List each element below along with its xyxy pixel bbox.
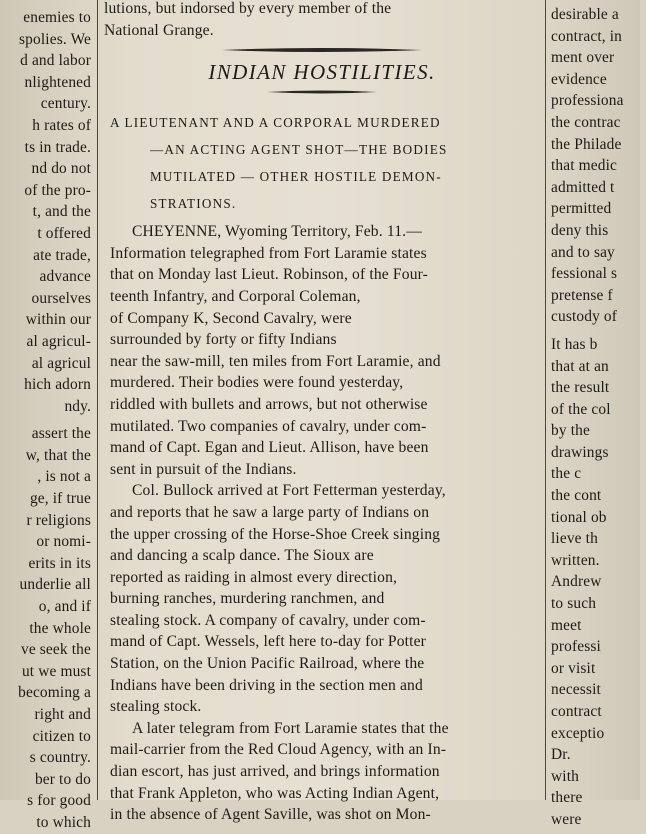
left-column-line: al agricul bbox=[31, 354, 91, 372]
left-column-line: right and bbox=[34, 706, 91, 723]
left-column-line: t, and the bbox=[32, 203, 91, 221]
left-column-line: ge, if true bbox=[29, 490, 91, 508]
right-column-line: admitted t bbox=[551, 178, 615, 196]
left-column-line: r religions bbox=[26, 511, 91, 529]
right-column-line: of the col bbox=[551, 400, 611, 418]
right-column-line: It has b bbox=[551, 335, 598, 353]
right-column-line: contract bbox=[551, 703, 602, 720]
article-headline: INDIAN HOSTILITIES. bbox=[208, 60, 436, 85]
right-column-line: that at an bbox=[551, 357, 609, 375]
left-column-line: al agricul- bbox=[26, 332, 91, 350]
ornament-rule-top bbox=[222, 45, 422, 55]
left-column-line: the whole bbox=[29, 619, 91, 637]
main-column bbox=[104, 0, 540, 824]
article-body-line: stealing stock. A company of cavalry, under com- bbox=[110, 611, 426, 629]
left-column-line: nlightened bbox=[24, 73, 91, 91]
article-body-line: and dancing a scalp dance. The Sioux are bbox=[110, 547, 374, 565]
right-column-line: or visit bbox=[551, 659, 596, 677]
left-column-line: ve seek the bbox=[20, 641, 91, 659]
left-column-line: advance bbox=[39, 268, 91, 286]
article-body-line: the upper crossing of the Horse-Shoe Creek singing bbox=[110, 525, 441, 543]
article-subheads bbox=[104, 109, 540, 217]
right-column-line: permitted bbox=[551, 200, 612, 218]
right-column-line: by the bbox=[551, 422, 590, 440]
left-column-line: ber to do bbox=[34, 770, 91, 788]
right-column-line: ment over bbox=[551, 49, 615, 67]
left-column-line: underlie all bbox=[19, 576, 91, 594]
right-column-line: desirable a bbox=[551, 6, 619, 23]
right-column-line: professi bbox=[551, 638, 601, 656]
right-column-line: meet bbox=[551, 616, 582, 634]
right-column-line: necessit bbox=[551, 681, 601, 699]
article-subhead-line: MUTILATED — OTHER HOSTILE DEMON- bbox=[150, 169, 442, 185]
article-body-line: surrounded by forty or fifty Indians bbox=[110, 331, 337, 349]
right-column-line: lieve th bbox=[551, 530, 598, 548]
left-column-line: , is not a bbox=[37, 468, 91, 486]
article-body-line: mand of Capt. Egan and Lieut. Allison, have been bbox=[110, 439, 429, 457]
right-column-line: with bbox=[551, 767, 579, 785]
right-column bbox=[551, 0, 646, 828]
right-column-line: evidence bbox=[551, 70, 607, 88]
left-column-line: d and labor bbox=[20, 52, 91, 70]
right-column-line: the Philade bbox=[551, 135, 622, 153]
article-subhead-line: A LIEUTENANT AND A CORPORAL MURDERED bbox=[110, 115, 441, 131]
left-column-line: enemies to bbox=[23, 9, 91, 26]
left-column-line: o, and if bbox=[38, 598, 91, 616]
left-column-line: assert the bbox=[31, 425, 91, 443]
left-column-line: nd do not bbox=[31, 160, 91, 178]
left-column-line: h rates of bbox=[32, 116, 91, 134]
article-body-line: riddled with bullets and arrows, but not otherwise bbox=[110, 395, 428, 413]
right-column-line: the cont bbox=[551, 487, 602, 505]
left-column-line: or nomi- bbox=[36, 533, 91, 551]
left-column-line: century. bbox=[40, 95, 91, 113]
right-column-line: contract, in bbox=[551, 27, 623, 45]
left-column-line: of the pro- bbox=[24, 181, 91, 199]
column-rule-left bbox=[97, 0, 98, 800]
left-column-line: becoming a bbox=[18, 684, 91, 702]
right-column-line: professiona bbox=[551, 92, 624, 110]
article-subhead-line: —AN ACTING AGENT SHOT—THE BODIES bbox=[150, 142, 448, 158]
article-subhead-line: STRATIONS. bbox=[150, 196, 237, 212]
right-column-line: fessional s bbox=[551, 265, 618, 283]
left-column-line: spolies. We bbox=[19, 30, 91, 48]
right-column-line: and to say bbox=[551, 243, 615, 261]
article-body-line: reported as raiding in almost every direction, bbox=[110, 568, 398, 586]
right-column-line: the c bbox=[551, 465, 582, 483]
right-column-line: the result bbox=[551, 379, 610, 397]
article-body-line: murdered. Their bodies were found yesterday, bbox=[110, 374, 404, 392]
left-column-line: s for good bbox=[27, 792, 91, 810]
right-column-line: there bbox=[551, 789, 583, 807]
right-column-line: written. bbox=[551, 551, 600, 569]
left-column bbox=[0, 0, 91, 831]
left-column-line: erits in its bbox=[28, 554, 91, 572]
left-column-line: ts in trade. bbox=[24, 138, 91, 156]
previous-article-tail-2: National Grange. bbox=[104, 21, 214, 39]
article-body-line: dian escort, has just arrived, and brings information bbox=[110, 763, 440, 781]
left-column-line: s country. bbox=[29, 749, 91, 767]
article-body-line: Station, on the Union Pacific Railroad, where the bbox=[110, 655, 425, 673]
article-body-line: of Company K, Second Cavalry, were bbox=[110, 309, 352, 327]
right-column-line: pretense f bbox=[551, 286, 613, 304]
article-body-line: CHEYENNE, Wyoming Territory, Feb. 11.— bbox=[132, 223, 422, 241]
article-body-line: mail-carrier from the Red Cloud Agency, with an In- bbox=[110, 741, 447, 759]
left-column-line: w, that the bbox=[25, 446, 91, 464]
right-column-line: to such bbox=[551, 595, 597, 613]
right-column-line: Dr. bbox=[551, 746, 571, 764]
article-body-line: Information telegraphed from Fort Laramie states bbox=[110, 244, 427, 262]
article-body-line: and reports that he saw a large party of Indians on bbox=[110, 503, 430, 521]
previous-article-tail: lutions, but indorsed by every member of the bbox=[104, 0, 392, 17]
right-column-line: tional ob bbox=[551, 508, 607, 526]
article-body-line: sent in pursuit of the Indians. bbox=[110, 460, 297, 478]
article-body-line: near the saw-mill, ten miles from Fort Laramie, and bbox=[110, 352, 441, 370]
right-column-line: drawings bbox=[551, 443, 609, 461]
right-column-line: exceptio bbox=[551, 724, 605, 742]
article-body-line: that Frank Appleton, who was Acting Indian Agent, bbox=[110, 784, 440, 802]
article-body-line: that on Monday last Lieut. Robinson, of the Four- bbox=[110, 266, 429, 284]
right-column-line: deny this bbox=[551, 221, 609, 239]
left-column-line: within our bbox=[25, 311, 91, 329]
article-body-line: mand of Capt. Wessels, left here to-day for Potter bbox=[110, 633, 427, 651]
right-column-line: that medic bbox=[551, 157, 618, 175]
left-column-line: ut we must bbox=[21, 662, 91, 680]
article-body bbox=[104, 221, 540, 826]
left-column-line: ndy. bbox=[64, 397, 91, 415]
column-rule-right bbox=[545, 0, 546, 800]
left-column-line: to which bbox=[36, 813, 91, 831]
article-body-line: A later telegram from Fort Laramie states that the bbox=[132, 719, 449, 737]
left-column-line: ate trade, bbox=[33, 246, 91, 264]
article-body-line: mutilated. Two companies of cavalry, under com- bbox=[110, 417, 427, 435]
right-column-line: Andrew bbox=[551, 573, 602, 591]
left-column-line: ourselves bbox=[31, 289, 91, 307]
left-column-line: citizen to bbox=[32, 727, 91, 745]
article-body-line: stealing stock. bbox=[110, 698, 202, 716]
article-body-line: Indians have been driving in the section men and bbox=[110, 676, 423, 694]
article-body-line: Col. Bullock arrived at Fort Fetterman yesterday, bbox=[132, 482, 446, 500]
right-column-line: were bbox=[551, 810, 582, 828]
right-column-line: custody of bbox=[551, 308, 618, 326]
article-body-line: in the absence of Agent Saville, was shot on Mon- bbox=[110, 806, 431, 824]
left-column-line: hich adorn bbox=[24, 376, 91, 394]
left-column-line: t offered bbox=[37, 224, 91, 242]
right-column-line: the contrac bbox=[551, 113, 621, 131]
ornament-rule-bottom bbox=[267, 87, 377, 97]
article-body-line: teenth Infantry, and Corporal Coleman, bbox=[110, 287, 361, 305]
article-body-line: burning ranches, murdering ranchmen, and bbox=[110, 590, 385, 608]
